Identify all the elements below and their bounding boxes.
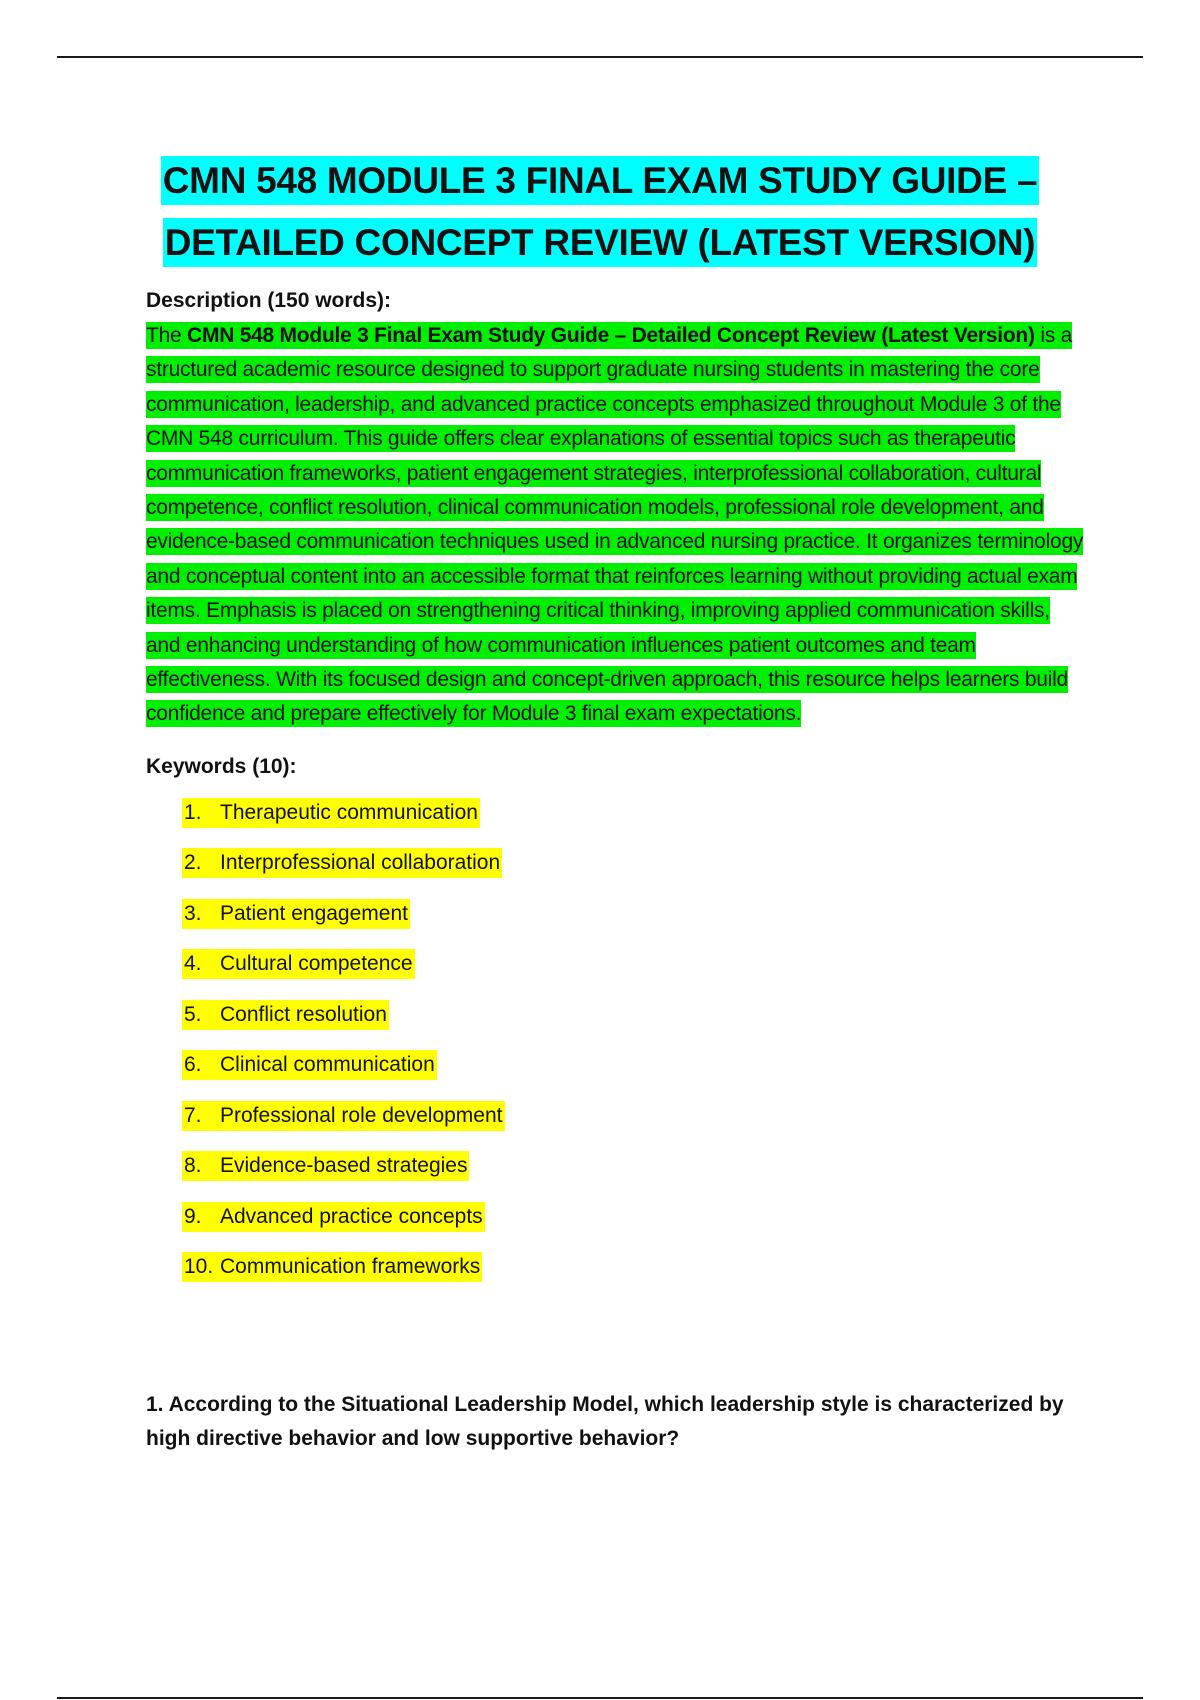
description-text — [146, 322, 1083, 727]
description-intro: The — [146, 324, 188, 347]
keyword-text: Cultural competence — [220, 952, 413, 976]
keywords-list — [146, 798, 1086, 1283]
header-rule — [57, 56, 1143, 58]
keyword-item — [182, 949, 1086, 979]
keyword-number: 9. — [184, 1204, 202, 1228]
document-body — [146, 286, 1086, 1303]
keyword-highlight — [182, 848, 502, 878]
keyword-text: Professional role development — [220, 1103, 503, 1127]
keyword-item — [182, 1000, 1086, 1030]
keyword-item — [182, 798, 1086, 828]
keyword-highlight — [182, 1050, 437, 1080]
keyword-item — [182, 1101, 1086, 1131]
keyword-text: Patient engagement — [220, 901, 408, 925]
keyword-number: 10. — [184, 1255, 214, 1279]
keyword-number: 7. — [184, 1103, 202, 1127]
keyword-number: 4. — [184, 952, 202, 976]
keyword-highlight — [182, 1202, 485, 1232]
keyword-number: 2. — [184, 851, 202, 875]
description-bold-title: CMN 548 Module 3 Final Exam Study Guide – Detailed Concept Review (Latest Version) — [187, 324, 1035, 347]
question-1: 1. According to the Situational Leadership Model, which leadership style is characterized by high directive behavior and low supportive behavior? — [146, 1393, 1064, 1450]
keyword-item — [182, 1202, 1086, 1232]
document-title — [57, 150, 1143, 274]
keyword-number: 8. — [184, 1154, 202, 1178]
keyword-item — [182, 1252, 1086, 1282]
keyword-highlight — [182, 949, 415, 979]
keyword-highlight — [182, 1000, 389, 1030]
keyword-text: Communication frameworks — [220, 1255, 481, 1279]
keyword-item — [182, 848, 1086, 878]
keyword-highlight — [182, 1151, 469, 1181]
keyword-highlight — [182, 798, 480, 828]
keyword-number: 5. — [184, 1002, 202, 1026]
keyword-item — [182, 1151, 1086, 1181]
keyword-number: 3. — [184, 901, 202, 925]
footer-rule — [57, 1697, 1143, 1699]
keyword-number: 1. — [184, 800, 202, 824]
keyword-text: Clinical communication — [220, 1053, 435, 1077]
keyword-text: Evidence-based strategies — [220, 1154, 468, 1178]
description-body: is a structured academic resource designed to support graduate nursing students in mastering the core communication, leadership, and advanced practice concepts emphasized throughout Module 3 of the CMN 548 curriculum. This guide offers clear explanations of essential topics such as therapeutic communication frameworks, patient engagement strategies, interprofessional collaboration, cultural competence, conflict resolution, clinical communication models, professional role development, and evidence-based communication techniques used in advanced nursing practice. It organizes terminology and conceptual content into an accessible format that reinforces learning without providing actual exam items. Emphasis is placed on strengthening critical thinking, improving applied communication skills, and enhancing understanding of how communication influences patient outcomes and team effectiveness. With its focused design and concept-driven approach, this resource helps learners build confidence and prepare effectively for Module 3 final exam expectations. — [146, 324, 1084, 726]
keyword-highlight — [182, 1101, 505, 1131]
keyword-highlight — [182, 899, 410, 929]
keyword-text: Interprofessional collaboration — [220, 851, 501, 875]
keyword-text: Therapeutic communication — [220, 800, 478, 824]
keyword-text: Conflict resolution — [220, 1002, 387, 1026]
title-line-1: CMN 548 MODULE 3 FINAL EXAM STUDY GUIDE – — [161, 156, 1039, 205]
keyword-text: Advanced practice concepts — [220, 1204, 483, 1228]
keyword-highlight — [182, 1252, 482, 1282]
keyword-item — [182, 899, 1086, 929]
description-heading: Description (150 words): — [146, 289, 392, 312]
title-line-2: DETAILED CONCEPT REVIEW (LATEST VERSION) — [163, 218, 1038, 267]
keyword-item — [182, 1050, 1086, 1080]
keywords-heading: Keywords (10): — [146, 754, 297, 778]
keyword-number: 6. — [184, 1053, 202, 1077]
description-paragraph — [146, 319, 1086, 732]
